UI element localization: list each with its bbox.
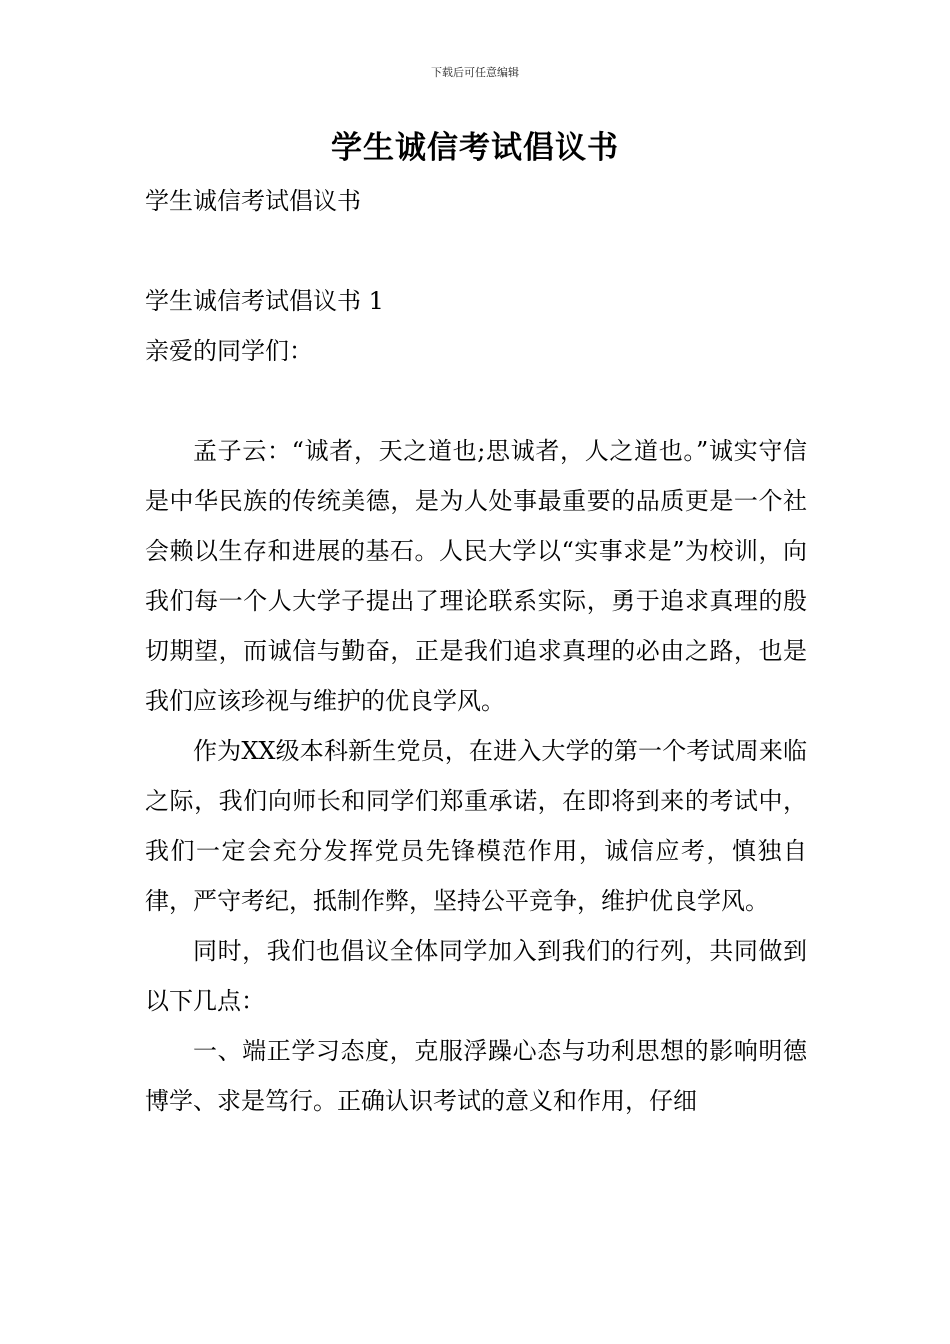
section-heading: 学生诚信考试倡议书 1 [145,287,384,315]
paragraph-pledge: 作为XX级本科新生党员，在进入大学的第一个考试周来临之际，我们向师长和同学们郑重承诺，在即将到来的考试中，我们一定会充分发挥党员先锋模范作用，诚信应考，慎独自律，严守考纪，抵制作弊，坚持公平竞争，维护优良学风。 [145,737,807,915]
paragraph-call-to-join: 同时，我们也倡议全体同学加入到我们的行列，共同做到以下几点： [145,937,807,1015]
document-body [145,176,807,1126]
document-title: 学生诚信考试倡议书 [331,130,619,166]
paragraph-mencius-quote: 孟子云：“诚者，天之道也;思诚者，人之道也。”诚实守信是中华民族的传统美德，是为人处事最重要的品质更是一个社会赖以生存和进展的基石。人民大学以“实事求是”为校训，向我们每一个人大学子提出了理论联系实际，勇于追求真理的殷切期望，而诚信与勤奋，正是我们追求真理的必由之路，也是我们应该珍视与维护的优良学风。 [145,437,807,715]
header-note: 下载后可任意编辑 [431,66,519,79]
blank-line [145,226,807,276]
salutation: 亲爱的同学们： [145,337,313,365]
paragraph-point-one: 一、端正学习态度，克服浮躁心态与功利思想的影响明德博学、求是笃行。正确认识考试的意义和作用，仔细 [145,1037,807,1115]
document-subtitle: 学生诚信考试倡议书 [145,187,361,215]
blank-line [145,376,807,426]
